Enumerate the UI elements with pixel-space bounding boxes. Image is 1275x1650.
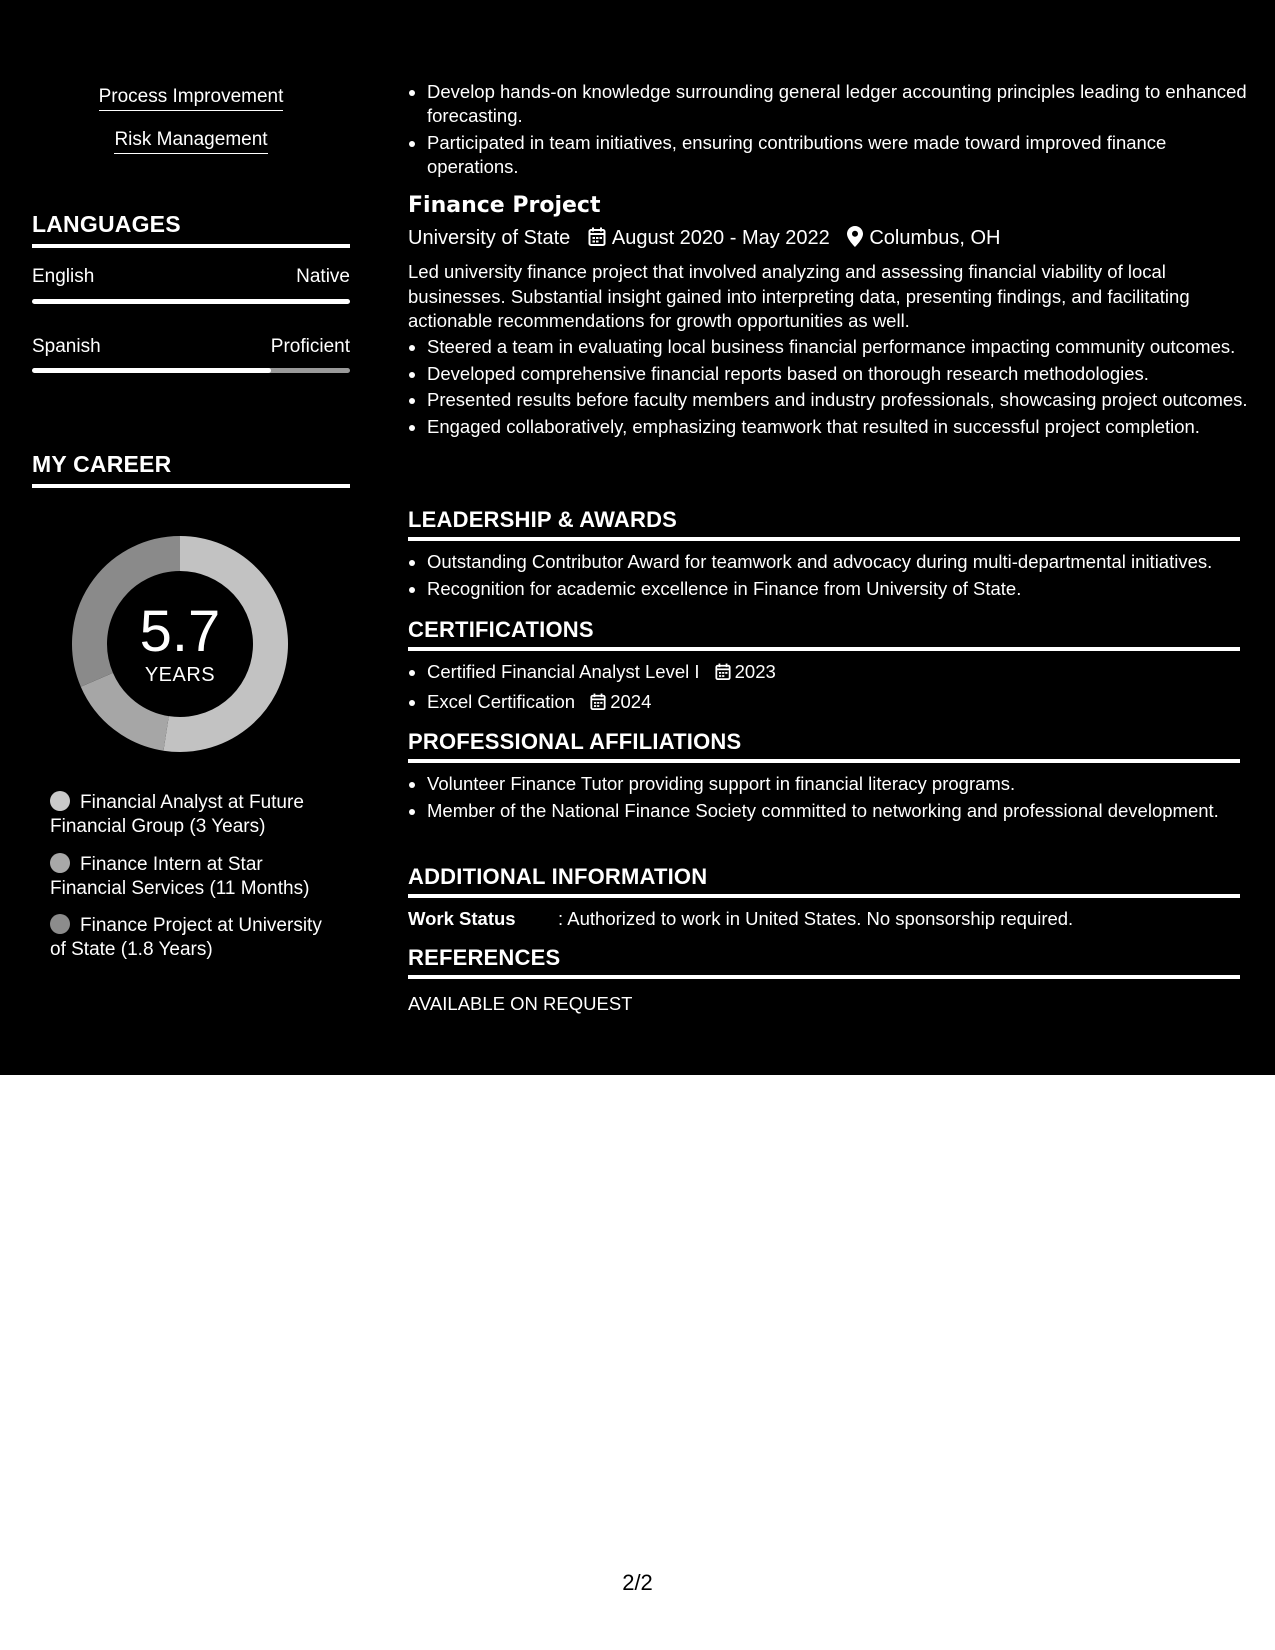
work-status-row — [408, 908, 1073, 930]
language-name: English — [32, 266, 95, 287]
career-legend-label: Financial Analyst at Future Financial Group (3 Years) — [50, 792, 304, 837]
certification-item — [427, 660, 1259, 687]
calendar-icon — [588, 227, 606, 253]
language-level: Proficient — [270, 336, 350, 357]
language-proficiency-fill — [32, 299, 350, 304]
section-heading-references: REFERENCES — [408, 945, 1240, 979]
certification-year: 2024 — [610, 690, 652, 712]
language-proficiency-fill — [32, 368, 271, 373]
language-level: Native — [296, 266, 350, 287]
skill-item — [0, 129, 382, 151]
career-legend-item — [50, 853, 340, 901]
certification-name: Excel Certification — [427, 690, 576, 712]
bullet-item: • Develop hands-on knowledge surrounding general ledger accounting principles leading to enhanced forecasting. — [427, 80, 1247, 128]
leadership-list — [408, 550, 1259, 603]
bullet-item: • Steered a team in evaluating local business financial performance impacting community outcomes. — [427, 335, 1253, 359]
legend-dot-icon — [50, 791, 70, 811]
section-heading-leadership: LEADERSHIP & AWARDS — [408, 507, 1240, 541]
bullet-item: • Recognition for academic excellence in Finance from University of State. — [427, 577, 1259, 601]
bullet-item: • Presented results before faculty members and industry professionals, showcasing project outcomes. — [427, 388, 1253, 412]
certification-year: 2023 — [734, 661, 776, 682]
affiliations-list — [408, 772, 1259, 825]
career-legend-item — [50, 914, 340, 962]
project-location: Columbus, OH — [869, 227, 1001, 249]
work-status-label: Work Status — [408, 908, 516, 929]
languages-heading: LANGUAGES — [32, 211, 350, 248]
project-title: Finance Project — [408, 193, 601, 218]
bullet-item: • Participated in team initiatives, ensuring contributions were made toward improved finance operations. — [427, 131, 1247, 179]
career-heading: MY CAREER — [32, 451, 350, 488]
language-row — [32, 266, 350, 296]
project-description: Led university finance project that involved analyzing and assessing financial viability of local businesses. Substantial insight gained into interpreting data, presenting findings, and facilitating actionable recommendations for growth opportunities as well. — [408, 261, 1190, 331]
calendar-icon — [715, 663, 731, 687]
page-number: 2/2 — [622, 1570, 653, 1595]
career-legend-item — [50, 791, 340, 839]
career-legend-label: Finance Project at University of State (1.8 Years) — [50, 915, 322, 960]
section-heading-additional-info: ADDITIONAL INFORMATION — [408, 864, 1240, 898]
career-donut-segment — [97, 680, 166, 734]
language-row — [32, 336, 350, 366]
career-legend-label: Finance Intern at Star Financial Services (11 Months) — [50, 854, 310, 899]
references-text: AVAILABLE ON REQUEST — [408, 993, 633, 1014]
section-heading-certifications: CERTIFICATIONS — [408, 617, 1240, 651]
project-bullets — [408, 335, 1253, 441]
project-dates: August 2020 - May 2022 — [611, 227, 830, 249]
bullet-item: • Engaged collaboratively, emphasizing teamwork that resulted in successful project completion. — [427, 415, 1253, 439]
career-total-years: 5.7 — [139, 599, 221, 664]
certification-item — [427, 690, 1259, 717]
previous-role-bullets — [408, 80, 1247, 181]
language-name: Spanish — [32, 336, 101, 357]
sidebar — [0, 0, 380, 1075]
bullet-item: • Volunteer Finance Tutor providing support in financial literacy programs. — [427, 772, 1259, 796]
bullet-item: • Outstanding Contributor Award for teamwork and advocacy during multi-departmental initiatives. — [427, 550, 1259, 574]
project-org: University of State — [408, 227, 571, 249]
language-proficiency-bar — [32, 299, 350, 304]
skill-label: Risk Management — [114, 129, 267, 154]
section-heading-affiliations: PROFESSIONAL AFFILIATIONS — [408, 729, 1240, 763]
bullet-item: • Developed comprehensive financial reports based on thorough research methodologies. — [427, 362, 1253, 386]
career-total-unit: YEARS — [144, 664, 216, 686]
legend-dot-icon — [50, 914, 70, 934]
calendar-icon — [590, 693, 606, 717]
skill-label: Process Improvement — [99, 86, 284, 111]
bullet-item: • Member of the National Finance Society committed to networking and professional development. — [427, 799, 1259, 823]
certifications-list — [408, 660, 1259, 719]
language-proficiency-bar — [32, 368, 350, 373]
map-pin-icon — [847, 226, 863, 253]
work-status-value: : Authorized to work in United States. No sponsorship required. — [558, 908, 1074, 929]
legend-dot-icon — [50, 853, 70, 873]
certification-name: Certified Financial Analyst Level I — [427, 661, 700, 682]
project-meta — [408, 226, 1001, 253]
skill-item — [0, 86, 382, 108]
